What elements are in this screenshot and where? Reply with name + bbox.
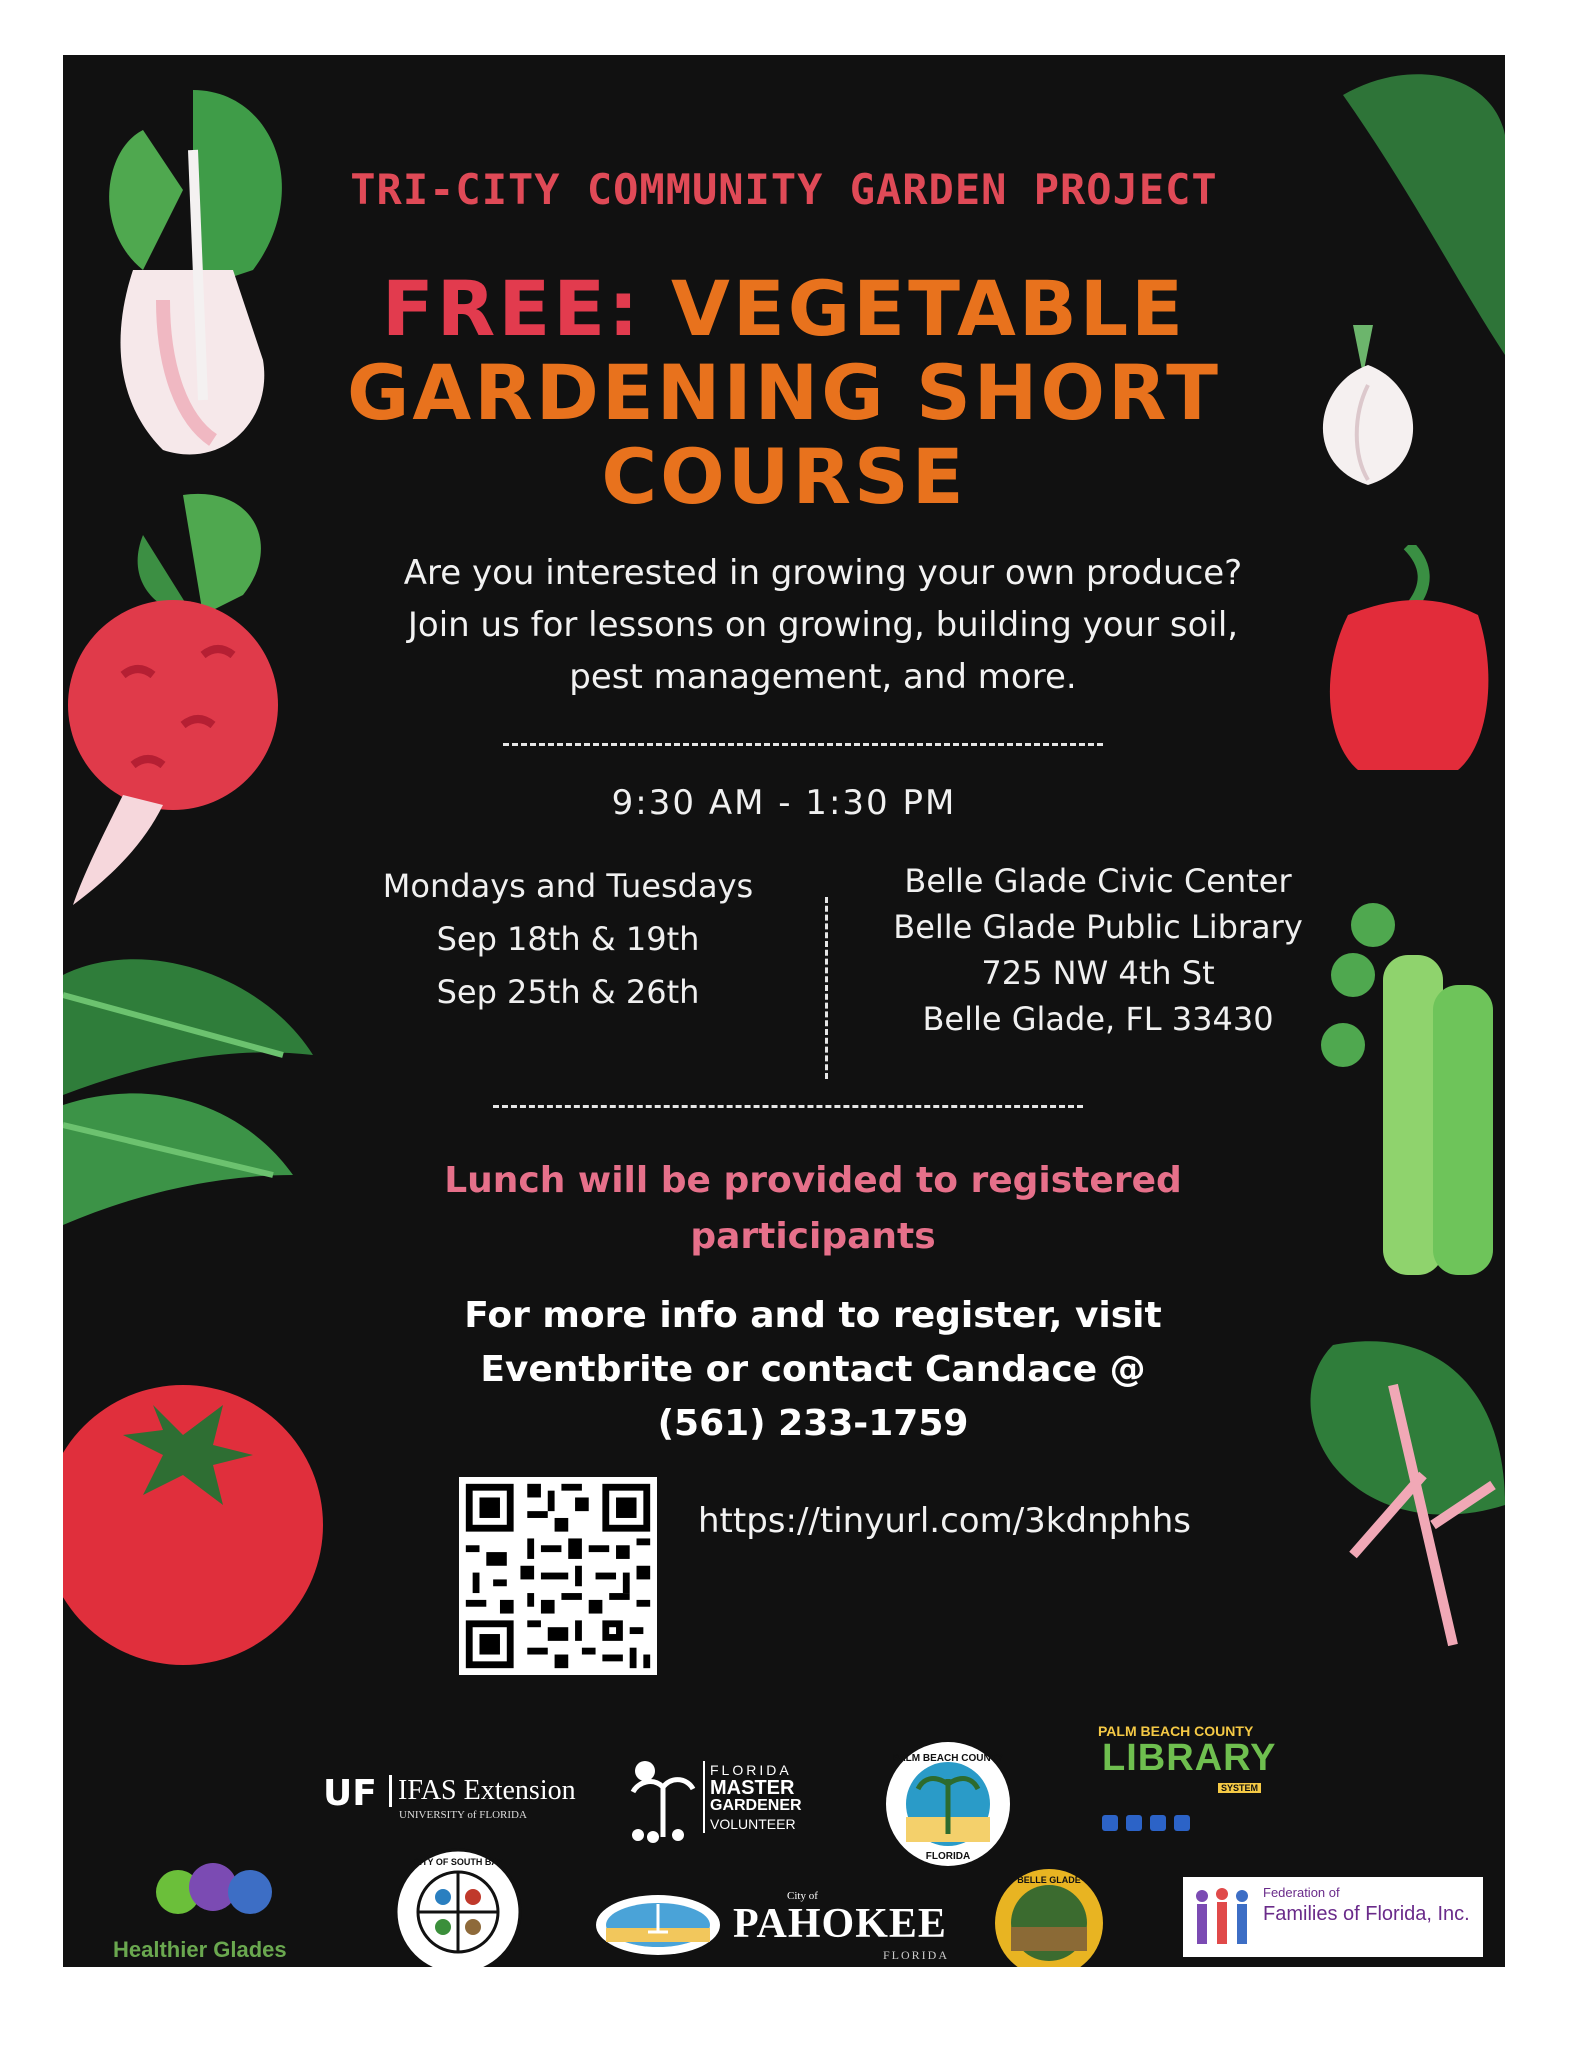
schedule-days: Mondays and Tuesdays (382, 867, 754, 905)
register-line-2: Eventbrite or contact Candace @ (480, 1349, 1146, 1390)
federation-logo (1183, 1877, 1483, 1957)
schedule-dates (363, 860, 773, 1019)
qr-code-icon[interactable] (459, 1477, 657, 1675)
headline-vegetable: VEGETABLE (671, 264, 1187, 353)
project-eyebrow: TRI-CITY COMMUNITY GARDEN PROJECT (350, 165, 1218, 214)
uf-ifas-logo (323, 1767, 603, 1837)
sponsor-logos (63, 1717, 1505, 1967)
intro-text (323, 547, 1323, 703)
course-time: 9:30 AM - 1:30 PM (611, 783, 957, 823)
pahokee-sub-text: FLORIDA (883, 1948, 950, 1962)
chard-icon (1293, 1325, 1505, 1655)
pahokee-emblem-icon (593, 1892, 723, 1958)
divider-top (503, 743, 1103, 746)
schedule-dates-2: Sep 25th & 26th (436, 973, 700, 1011)
healthier-glades-logo (103, 1857, 323, 1967)
palm-beach-county-seal (883, 1739, 1013, 1869)
intro-line-1: Are you interested in growing your own produce? (403, 553, 1243, 593)
intro-line-3: pest management, and more. (569, 657, 1077, 697)
federation-small-text: Federation of (1263, 1885, 1340, 1900)
social-icons (1102, 1815, 1190, 1835)
lunch-notice (363, 1153, 1263, 1265)
register-url[interactable]: https://tinyurl.com/3kdnphhs (698, 1501, 1192, 1541)
healthier-glades-text: Healthier Glades (113, 1937, 287, 1962)
divider-vertical (825, 897, 828, 1079)
location-city: Belle Glade, FL 33430 (922, 1000, 1274, 1038)
register-info (363, 1289, 1263, 1451)
bell-pepper-icon (1318, 545, 1498, 775)
palm-tree-icon (623, 1757, 703, 1847)
headline-line-1 (63, 264, 1505, 353)
pahokee-logo (593, 1892, 973, 1967)
ifas-wordmark: IFAS Extension (389, 1775, 576, 1807)
pahokee-wordmark: PAHOKEE (733, 1901, 947, 1947)
belle-glade-seal (993, 1867, 1105, 1967)
fmg-line-4: VOLUNTEER (710, 1816, 796, 1832)
location-address (863, 858, 1333, 1042)
fmg-line-3: GARDENER (710, 1797, 802, 1814)
south-bay-seal (393, 1847, 523, 1967)
fmg-line-1: FLORIDA (710, 1762, 792, 1778)
twitter-icon[interactable] (1150, 1815, 1166, 1831)
linkedin-icon[interactable] (1174, 1815, 1190, 1831)
register-line-1: For more info and to register, visit (464, 1295, 1162, 1336)
master-gardener-text (703, 1761, 802, 1833)
south-bay-text: CITY OF SOUTH BAY (412, 1857, 504, 1867)
lunch-line-2: participants (690, 1216, 936, 1257)
intro-line-2: Join us for lessons on growing, building your soil, (407, 605, 1239, 645)
course-headline (63, 264, 1505, 521)
library-main-text: LIBRARY (1102, 1737, 1277, 1779)
location-street: 725 NW 4th St (981, 954, 1215, 992)
library-sub-text: SYSTEM (1218, 1783, 1261, 1793)
flyer (63, 55, 1505, 1967)
family-figures-icon (1187, 1882, 1257, 1952)
register-phone: (561) 233-1759 (657, 1403, 969, 1444)
pbc-seal-bottom: FLORIDA (925, 1851, 971, 1862)
celery-icon (1313, 895, 1505, 1295)
location-venue-1: Belle Glade Civic Center (904, 862, 1292, 900)
schedule-dates-1: Sep 18th & 19th (436, 920, 700, 958)
ifas-subtitle: UNIVERSITY of FLORIDA (399, 1809, 527, 1821)
federation-main-text: Families of Florida, Inc. (1263, 1903, 1470, 1925)
fmg-line-2: MASTER (710, 1777, 795, 1799)
tomato-icon (63, 1345, 343, 1665)
pbc-seal-top: PALM BEACH COUNTY (892, 1753, 1004, 1764)
pahokee-small-text: City of (787, 1890, 818, 1902)
people-icon (153, 1857, 283, 1927)
master-gardener-logo (623, 1757, 813, 1847)
instagram-icon[interactable] (1126, 1815, 1142, 1831)
beet-icon (63, 475, 303, 915)
headline-line-2: GARDENING SHORT (347, 348, 1221, 437)
uf-wordmark: UF (323, 1773, 377, 1814)
facebook-icon[interactable] (1102, 1815, 1118, 1831)
headline-free: FREE: (381, 264, 642, 353)
spinach-icon (63, 935, 323, 1275)
lunch-line-1: Lunch will be provided to registered (444, 1160, 1182, 1201)
headline-line-3: COURSE (601, 432, 967, 521)
library-top-text: PALM BEACH COUNTY (1098, 1723, 1254, 1739)
location-venue-2: Belle Glade Public Library (893, 908, 1303, 946)
belle-glade-text: BELLE GLADE (1017, 1875, 1081, 1885)
library-logo (1098, 1717, 1288, 1847)
divider-bottom (493, 1105, 1083, 1108)
